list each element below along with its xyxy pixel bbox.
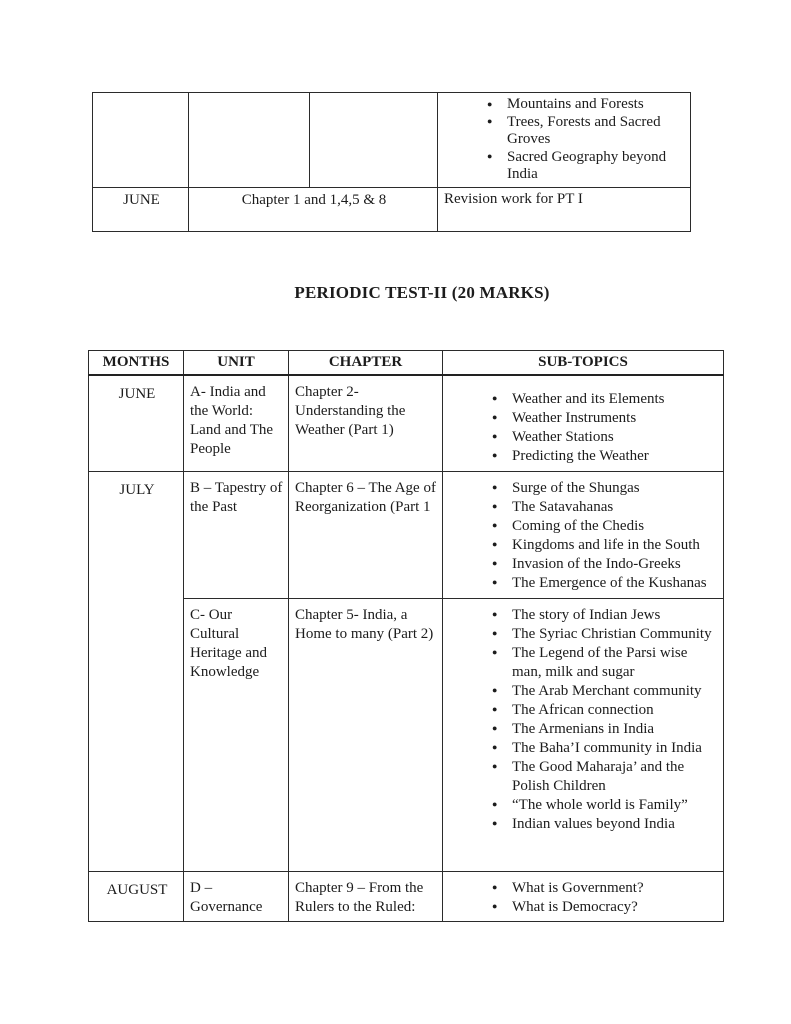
list-item: ● The Syriac Christian Community bbox=[491, 625, 719, 644]
cell-unit: B – Tapestry of the Past bbox=[184, 471, 289, 598]
list-item: ● What is Democracy? bbox=[491, 898, 719, 917]
list-item: ● Weather Instruments bbox=[491, 409, 719, 428]
list-item: ● The Satavahanas bbox=[491, 498, 719, 517]
list-item: ● Sacred Geography beyond India bbox=[486, 149, 686, 184]
page-title: PERIODIC TEST-II (20 MARKS) bbox=[294, 283, 550, 302]
cell-chapter-merged: Chapter 1 and 1,4,5 & 8 bbox=[189, 187, 438, 231]
cell-month: JUNE bbox=[89, 375, 184, 471]
subtopics-list bbox=[449, 479, 719, 593]
list-item: ● Surge of the Shungas bbox=[491, 479, 719, 498]
list-item: ● The Good Maharaja’ and the Polish Children bbox=[491, 758, 719, 796]
cell-month: JUNE bbox=[93, 187, 189, 231]
cell-month-empty bbox=[93, 93, 189, 188]
header-subtopics: SUB-TOPICS bbox=[443, 351, 724, 376]
cell-subtopics bbox=[443, 598, 724, 871]
cell-chapter: Chapter 9 – From the Rulers to the Ruled: bbox=[289, 871, 443, 921]
table-row bbox=[89, 598, 724, 871]
table-header-row bbox=[89, 351, 724, 376]
list-item: ● The Baha’I community in India bbox=[491, 739, 719, 758]
table-row bbox=[93, 187, 691, 231]
cell-unit-empty bbox=[189, 93, 310, 188]
cell-subtopics bbox=[443, 871, 724, 921]
list-item: ● Trees, Forests and Sacred Groves bbox=[486, 114, 686, 149]
list-item: ● The Arab Merchant community bbox=[491, 682, 719, 701]
list-item: ● The story of Indian Jews bbox=[491, 606, 719, 625]
header-chapter: CHAPTER bbox=[289, 351, 443, 376]
list-item: ● Predicting the Weather bbox=[491, 447, 719, 466]
list-item: ● What is Government? bbox=[491, 879, 719, 898]
list-item: ● Weather and its Elements bbox=[491, 390, 719, 409]
cell-month: AUGUST bbox=[89, 871, 184, 921]
list-item: ● Kingdoms and life in the South bbox=[491, 536, 719, 555]
subtopics-list bbox=[449, 879, 719, 917]
header-unit: UNIT bbox=[184, 351, 289, 376]
table-row bbox=[93, 93, 691, 188]
list-item: ● Indian values beyond India bbox=[491, 815, 719, 834]
list-item: ● Coming of the Chedis bbox=[491, 517, 719, 536]
periodic-test-table bbox=[88, 350, 724, 922]
list-item: ● The Emergence of the Kushanas bbox=[491, 574, 719, 593]
list-item: ● Weather Stations bbox=[491, 428, 719, 447]
subtopics-list bbox=[449, 390, 719, 466]
cell-chapter: Chapter 5- India, a Home to many (Part 2) bbox=[289, 598, 443, 871]
list-item: ● The Armenians in India bbox=[491, 720, 719, 739]
cell-chapter: Chapter 2- Understanding the Weather (Part 1) bbox=[289, 375, 443, 471]
cell-unit: C- Our Cultural Heritage and Knowledge bbox=[184, 598, 289, 871]
list-item: ● Invasion of the Indo-Greeks bbox=[491, 555, 719, 574]
subtopics-list bbox=[449, 606, 719, 834]
table-row bbox=[89, 871, 724, 921]
list-item: ● The African connection bbox=[491, 701, 719, 720]
table-row bbox=[89, 375, 724, 471]
list-item: ● The Legend of the Parsi wise man, milk and sugar bbox=[491, 644, 719, 682]
cell-unit: D – Governance bbox=[184, 871, 289, 921]
cell-chapter-empty bbox=[310, 93, 438, 188]
header-months: MONTHS bbox=[89, 351, 184, 376]
continuation-table bbox=[92, 92, 691, 232]
cell-subtopics bbox=[443, 375, 724, 471]
table-row bbox=[89, 471, 724, 598]
list-item: ● Mountains and Forests bbox=[486, 96, 686, 114]
list-item: ● “The whole world is Family” bbox=[491, 796, 719, 815]
cell-unit: A- India and the World: Land and The People bbox=[184, 375, 289, 471]
cell-note: Revision work for PT I bbox=[438, 187, 691, 231]
subtopics-list bbox=[444, 96, 686, 184]
cell-subtopics bbox=[438, 93, 691, 188]
cell-subtopics bbox=[443, 471, 724, 598]
cell-month: JULY bbox=[89, 471, 184, 871]
cell-chapter: Chapter 6 – The Age of Reorganization (Part 1 bbox=[289, 471, 443, 598]
